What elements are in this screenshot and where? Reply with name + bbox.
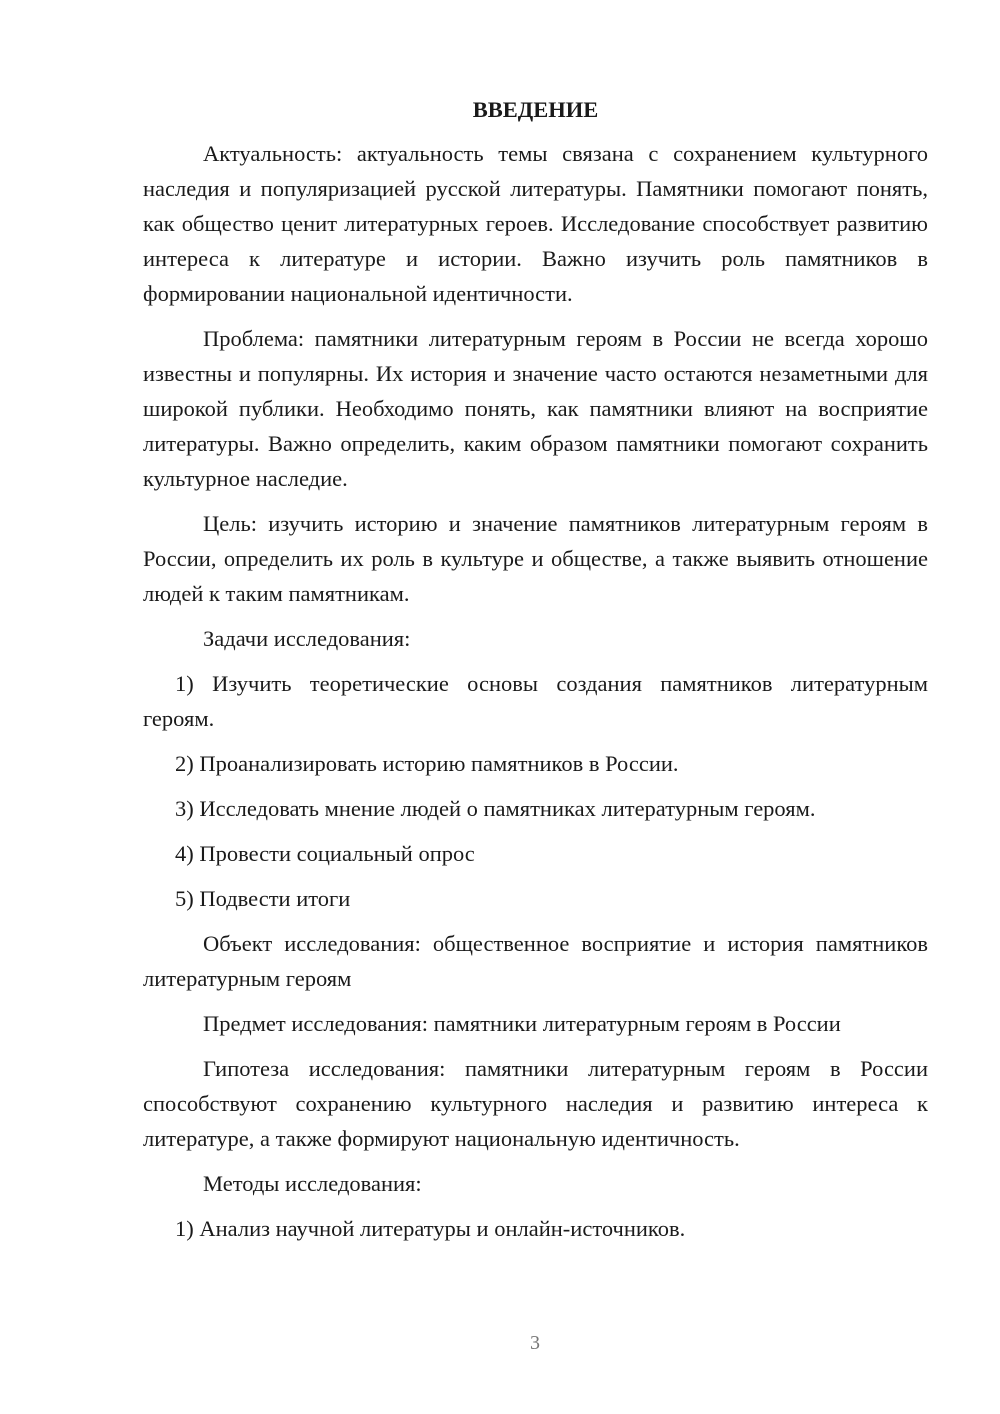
page-number: 3	[530, 1332, 540, 1354]
task-item: 4) Провести социальный опрос	[175, 841, 475, 866]
task-item: 5) Подвести итоги	[175, 886, 351, 911]
task-item: 1) Изучить теоретические основы создания памятников литературным героям.	[143, 671, 928, 731]
task-item: 2) Проанализировать историю памятников в России.	[175, 751, 679, 776]
relevance-paragraph: Актуальность: актуальность темы связана с сохранением культурного наследия и популяризацией русской литературы. Памятники помогают понять, как общество ценит литературных героев. Исследование способствует развитию интереса к литературе и истории. Важно изучить роль памятников в формировании национальной идентичности.	[143, 141, 928, 306]
problem-paragraph: Проблема: памятники литературным героям в России не всегда хорошо известны и популярны. Их история и значение часто остаются незаметными для широкой публики. Необходимо понять, как памятники влияют на восприятие литературы. Важно определить, каким образом памятники помогают сохранить культурное наследие.	[143, 326, 928, 491]
page-title: ВВЕДЕНИЕ	[472, 97, 599, 122]
hypothesis-paragraph: Гипотеза исследования: памятники литературным героям в России способствуют сохранению культурного наследия и развитию интереса к литературе, а также формируют национальную идентичность.	[143, 1056, 928, 1151]
tasks-heading: Задачи исследования:	[203, 626, 411, 651]
subject-paragraph: Предмет исследования: памятники литературным героям в России	[203, 1011, 841, 1036]
goal-paragraph: Цель: изучить историю и значение памятников литературным героям в России, определить их роль в культуре и обществе, а также выявить отношение людей к таким памятникам.	[143, 511, 928, 606]
methods-heading: Методы исследования:	[203, 1171, 422, 1196]
method-item: 1) Анализ научной литературы и онлайн-источников.	[175, 1216, 686, 1241]
task-item: 3) Исследовать мнение людей о памятниках литературным героям.	[175, 796, 816, 821]
page-content	[143, 92, 928, 1256]
object-paragraph: Объект исследования: общественное восприятие и история памятников литературным героям	[143, 931, 928, 991]
